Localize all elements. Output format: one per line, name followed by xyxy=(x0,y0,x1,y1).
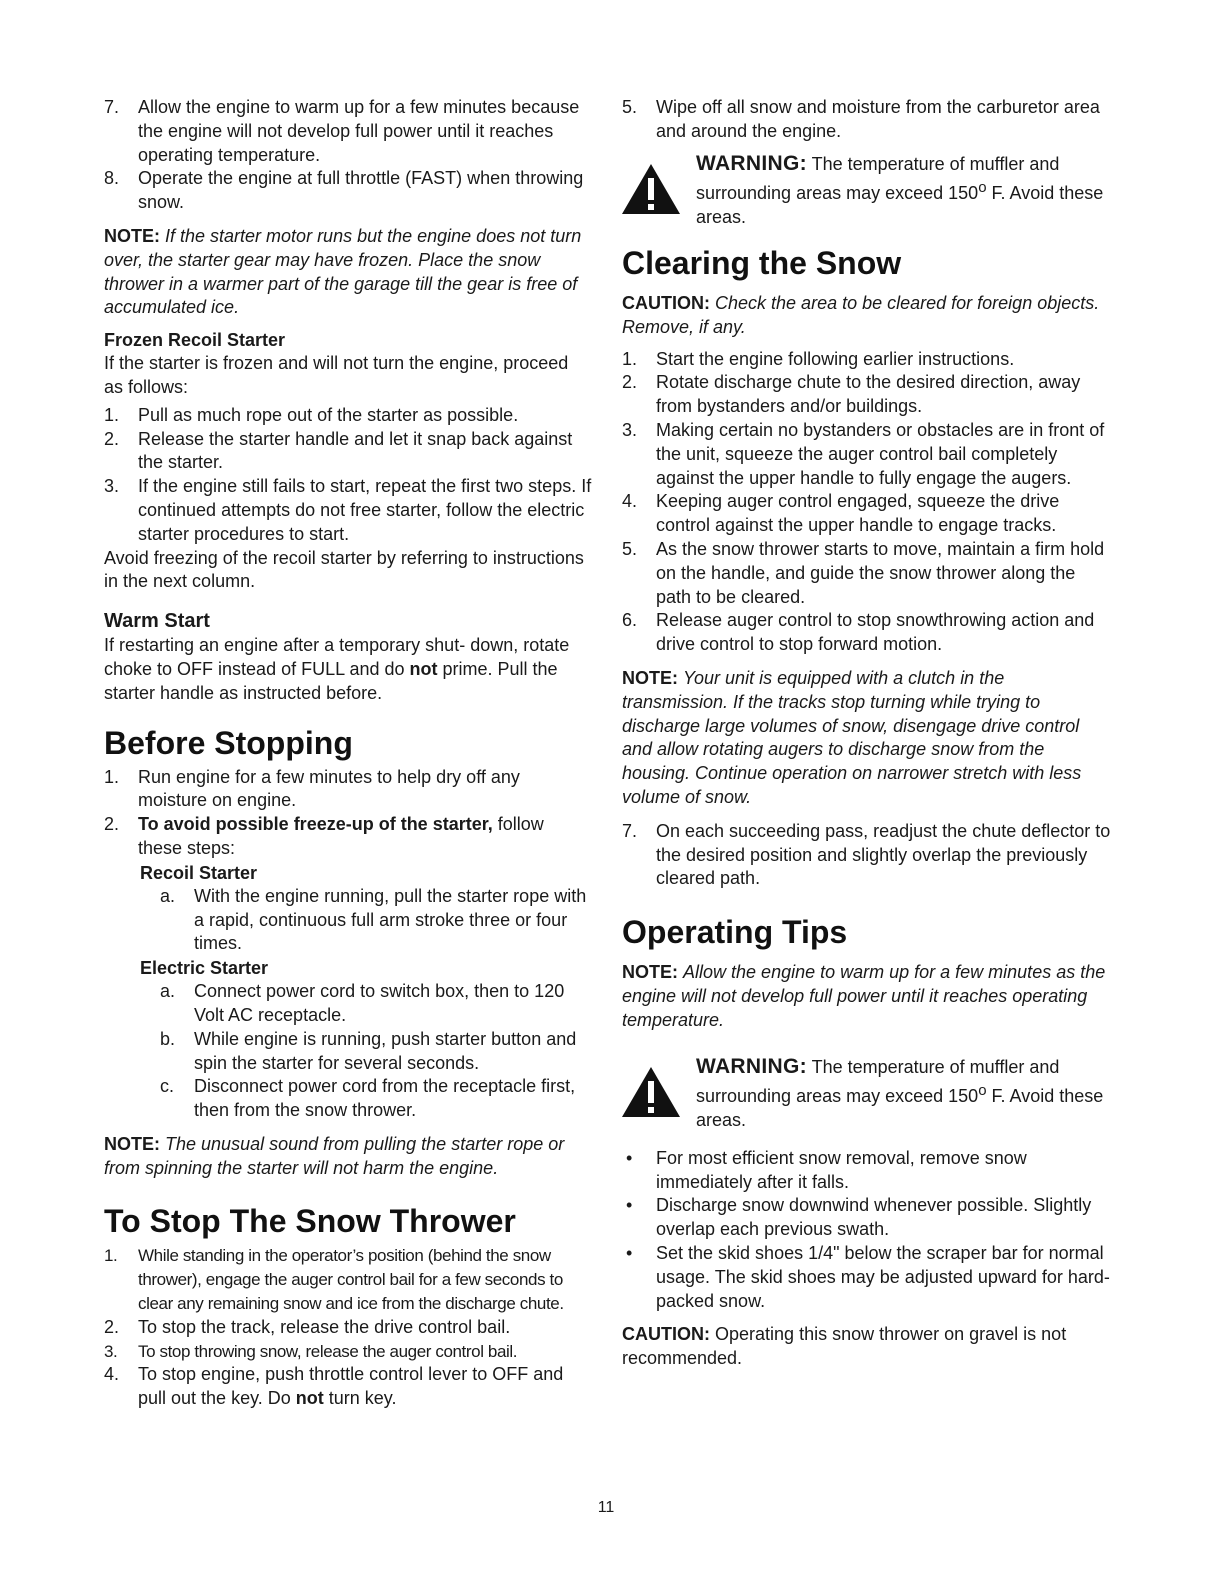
list-item xyxy=(104,96,592,167)
warm-start-heading: Warm Start xyxy=(104,610,210,633)
item-letter: a. xyxy=(160,981,176,1002)
warning-text xyxy=(696,1055,1112,1133)
item-letter: c. xyxy=(160,1076,175,1097)
bullet-item xyxy=(622,1147,1112,1195)
item-text: With the engine running, pull the starter rope with a rapid, continuous full arm stroke three or four times. xyxy=(194,885,587,954)
list-item xyxy=(622,96,1112,144)
item-number: 4. xyxy=(622,491,638,512)
warm-text-b: prime. Pull the starter handle as instructed before. xyxy=(104,658,558,703)
warning-text-b: F. Avoid these areas. xyxy=(696,183,1104,228)
item-number: 1. xyxy=(622,348,638,369)
list-item xyxy=(622,538,1112,609)
frozen-outro: Avoid freezing of the recoil starter by referring to instructions in the next column. xyxy=(104,547,584,592)
item-text: Start the engine following earlier instructions. xyxy=(656,348,1015,369)
caution-text: Operating this snow thrower on gravel is not recommended. xyxy=(622,1324,1067,1369)
note-label: NOTE: xyxy=(104,225,160,246)
recoil-starter-heading: Recoil Starter xyxy=(140,862,258,883)
item-number: 3. xyxy=(104,1341,118,1361)
warm-start-text xyxy=(104,634,592,705)
right-column xyxy=(622,96,1112,1371)
item-number: 7. xyxy=(104,97,120,117)
warning-text xyxy=(696,152,1112,230)
clearing-snow-heading: Clearing the Snow xyxy=(622,244,902,281)
warm-text-a: If restarting an engine after a temporary shut- down, rotate choke to OFF instead of FULL and do xyxy=(104,635,570,679)
bullet-item xyxy=(622,1242,1112,1313)
list-item xyxy=(622,419,1112,490)
caution-label: CAUTION: xyxy=(622,1324,710,1345)
item-number: 5. xyxy=(622,538,638,559)
list-item xyxy=(104,1363,592,1411)
item-text: Operate the engine at full throttle (FAST) when throwing snow. xyxy=(138,168,584,213)
list-item xyxy=(104,1316,592,1340)
warning-muffler xyxy=(622,152,1112,230)
list-item xyxy=(104,813,592,861)
warning-muffler-2 xyxy=(622,1055,1112,1133)
list-item xyxy=(140,980,592,1028)
item-text: On each succeeding pass, readjust the chute deflector to the desired position and slightly overlap the previously cleared path. xyxy=(656,820,1111,889)
item-text: Allow the engine to warm up for a few minutes because the engine will not develop full power until it reaches operating temperature. xyxy=(138,97,580,165)
list-item xyxy=(104,475,592,546)
item-text: Disconnect power cord from the receptacle first, then from the snow thrower. xyxy=(194,1076,576,1121)
item-number: 4. xyxy=(104,1364,120,1385)
note-text: Your unit is equipped with a clutch in the transmission. If the tracks stop turning while trying to discharge large volumes of snow, disengage drive control and allow rotating augers to discharge snow from the housing. Continue operation on narrower stretch with less volume of snow. xyxy=(622,667,1082,807)
list-item xyxy=(104,428,592,476)
item-number: 5. xyxy=(622,97,638,117)
warning-text-a: The temperature of muffler and surrounding areas may exceed 150 xyxy=(696,1056,1060,1107)
before-stopping-heading: Before Stopping xyxy=(104,724,353,761)
item-text: Release auger control to stop snowthrowing action and drive control to stop forward motion. xyxy=(656,610,1095,655)
item-number: 1. xyxy=(104,404,120,425)
item-number: 3. xyxy=(104,476,120,497)
bullet-text: Set the skid shoes 1/4" below the scraper bar for normal usage. The skid shoes may be adjusted upward for hard-packed snow. xyxy=(656,1243,1110,1311)
item-text: If the engine still fails to start, repeat the first two steps. If continued attempts do not free starter, follow the electric starter procedures to start. xyxy=(138,476,592,544)
list-item xyxy=(622,609,1112,657)
item-text: Run engine for a few minutes to help dry off any moisture on engine. xyxy=(138,766,520,811)
warm-text-bold: not xyxy=(409,658,438,679)
list-item xyxy=(140,1028,592,1076)
recoil-starter-block xyxy=(140,861,592,1123)
item-text: Pull as much rope out of the starter as possible. xyxy=(138,404,519,425)
note-text: If the starter motor runs but the engine does not turn over, the starter gear may have frozen. Place the snow thrower in a warmer part of the garage till the gear is free of accumulated ice. xyxy=(104,225,582,318)
item-number: 3. xyxy=(622,419,638,440)
warning-text-b: F. Avoid these areas. xyxy=(696,1086,1104,1131)
operating-tips-heading: Operating Tips xyxy=(622,914,848,951)
item-letter: a. xyxy=(160,885,176,906)
bullet-text: Discharge snow downwind whenever possible. Slightly overlap each previous swath. xyxy=(656,1195,1092,1240)
item-text: While standing in the operator’s position (behind the snow thrower), engage the auger control bail for a few seconds to clear any remaining snow and ice from the discharge chute. xyxy=(138,1246,564,1314)
note-unusual-sound xyxy=(104,1133,592,1181)
caution-foreign-objects xyxy=(622,292,1112,340)
item-number: 2. xyxy=(104,814,120,835)
note-clutch xyxy=(622,667,1112,810)
item-number: 2. xyxy=(622,372,638,393)
bullet-item xyxy=(622,1194,1112,1242)
item-text: To stop the track, release the drive control bail. xyxy=(138,1316,511,1337)
item-text: As the snow thrower starts to move, maintain a firm hold on the handle, and guide the snow thrower along the path to be cleared. xyxy=(656,538,1105,607)
list-item xyxy=(104,766,592,814)
item-text: Release the starter handle and let it snap back against the starter. xyxy=(138,428,573,473)
item-number: 7. xyxy=(622,820,638,841)
list-item xyxy=(104,1340,592,1364)
note-label: NOTE: xyxy=(104,1133,160,1154)
bullet-dot: • xyxy=(626,1243,633,1264)
item-number: 2. xyxy=(104,1316,120,1337)
list-item xyxy=(104,1244,592,1315)
note-text: Allow the engine to warm up for a few minutes as the engine will not develop full power until it reaches operating temperature. xyxy=(622,962,1106,1030)
item-number: 6. xyxy=(622,610,638,631)
item-bold-text: To avoid possible freeze-up of the starter, xyxy=(138,814,493,835)
note-warm-up xyxy=(622,961,1112,1032)
item-text: Wipe off all snow and moisture from the carburetor area and around the engine. xyxy=(656,97,1100,141)
caution-text: Check the area to be cleared for foreign objects. Remove, if any. xyxy=(622,292,1100,337)
list-item xyxy=(104,167,592,215)
item-text: While engine is running, push starter button and spin the starter for several seconds. xyxy=(194,1028,577,1073)
item-text: Making certain no bystanders or obstacles are in front of the unit, squeeze the auger control bail completely against the upper handle to fully engage the augers. xyxy=(656,419,1105,488)
frozen-recoil-heading: Frozen Recoil Starter xyxy=(104,330,286,351)
item-text-end: turn key. xyxy=(328,1388,397,1409)
stop-snow-thrower-heading: To Stop The Snow Thrower xyxy=(104,1203,516,1240)
warning-label: WARNING: xyxy=(696,151,807,175)
item-text: To stop engine, push throttle control lever to OFF and pull out the key. Do xyxy=(138,1364,564,1409)
item-number: 1. xyxy=(104,1246,118,1266)
note-label: NOTE: xyxy=(622,667,678,688)
item-text: Rotate discharge chute to the desired direction, away from bystanders and/or buildings. xyxy=(656,372,1081,417)
item-text: To stop throwing snow, release the auger control bail. xyxy=(138,1341,518,1361)
warning-label: WARNING: xyxy=(696,1054,807,1078)
item-letter: b. xyxy=(160,1028,176,1049)
item-text: Connect power cord to switch box, then to 120 Volt AC receptacle. xyxy=(194,981,565,1025)
caution-label: CAUTION: xyxy=(622,292,710,313)
list-item xyxy=(104,404,592,428)
warning-triangle-icon xyxy=(620,1065,682,1119)
list-item xyxy=(140,1075,592,1123)
bullet-text: For most efficient snow removal, remove snow immediately after it falls. xyxy=(656,1147,1027,1192)
item-number: 8. xyxy=(104,168,120,189)
item-number: 1. xyxy=(104,766,120,787)
caution-gravel xyxy=(622,1323,1112,1371)
frozen-intro: If the starter is frozen and will not turn the engine, proceed as follows: xyxy=(104,353,569,397)
degree-sup: o xyxy=(978,179,987,197)
list-item xyxy=(622,348,1112,372)
note-starter-gear xyxy=(104,225,592,320)
degree-sup: o xyxy=(978,1082,987,1100)
left-column xyxy=(104,96,592,1411)
item-text: follow these steps: xyxy=(138,814,544,858)
item-bold-text: not xyxy=(295,1388,324,1409)
note-label: NOTE: xyxy=(622,962,678,983)
bullet-dot: • xyxy=(626,1195,633,1216)
page-number: 11 xyxy=(597,1499,615,1516)
note-text: The unusual sound from pulling the starter rope or from spinning the starter will not harm the engine. xyxy=(104,1133,565,1178)
electric-starter-heading: Electric Starter xyxy=(140,958,269,979)
list-item xyxy=(622,490,1112,538)
warning-text-a: The temperature of muffler and surrounding areas may exceed 150 xyxy=(696,153,1060,204)
list-item xyxy=(622,820,1112,891)
warning-triangle-icon xyxy=(620,162,682,216)
item-text: Keeping auger control engaged, squeeze the drive control against the upper handle to engage tracks. xyxy=(656,491,1060,536)
list-item xyxy=(622,371,1112,419)
item-number: 2. xyxy=(104,428,120,449)
bullet-dot: • xyxy=(626,1147,633,1168)
list-item xyxy=(140,885,592,956)
